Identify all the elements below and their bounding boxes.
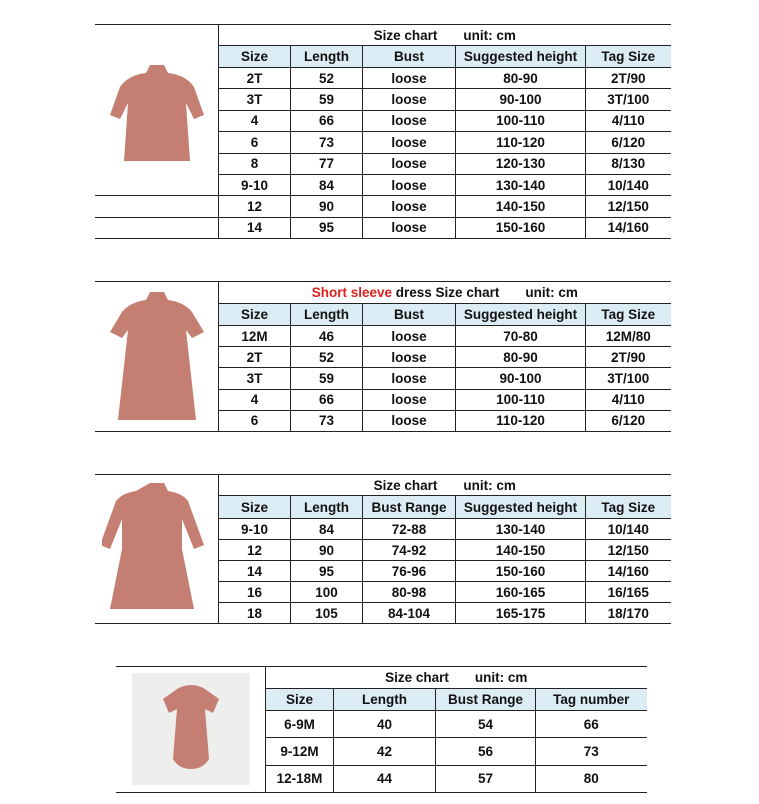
table-cell: 12M — [219, 326, 291, 347]
divider — [95, 281, 218, 282]
table-cell: 2T/90 — [586, 347, 671, 368]
table-row — [219, 519, 671, 540]
table-cell: 76-96 — [363, 561, 456, 582]
column-header: Suggested height — [456, 496, 586, 519]
table-cell: 12/150 — [586, 540, 671, 561]
chart-title-row — [219, 25, 671, 46]
column-header: Bust Range — [436, 689, 536, 711]
table-cell: loose — [363, 347, 456, 368]
table-cell: 14/160 — [586, 561, 671, 582]
table-cell: 4 — [219, 389, 291, 410]
table-cell: 70-80 — [456, 326, 586, 347]
table-cell: loose — [363, 368, 456, 389]
dress-product-image — [95, 281, 218, 431]
table-cell: 42 — [334, 738, 436, 765]
table-cell: 40 — [334, 711, 436, 738]
column-header: Tag Size — [586, 304, 671, 326]
divider — [95, 238, 218, 239]
column-header: Size — [266, 689, 334, 711]
table-cell: loose — [363, 110, 456, 131]
table-row — [219, 410, 671, 431]
table-cell: 9-10 — [219, 519, 291, 540]
table-cell: loose — [363, 153, 456, 174]
table-cell: 66 — [291, 389, 363, 410]
divider — [95, 217, 218, 218]
title-text: Size chart — [373, 477, 438, 493]
column-header: Length — [291, 46, 363, 68]
table-cell: 14 — [219, 217, 291, 238]
chart-title — [266, 667, 647, 689]
unit-label: unit: cm — [463, 27, 516, 43]
column-header: Length — [334, 689, 436, 711]
size-chart-table — [218, 281, 671, 432]
column-header: Size — [219, 46, 291, 68]
table-cell: 9-12M — [266, 738, 334, 765]
table-cell: 110-120 — [456, 410, 586, 431]
table-cell: loose — [363, 196, 456, 217]
divider — [116, 792, 265, 793]
table-cell: 90-100 — [456, 368, 586, 389]
table-row — [219, 132, 671, 153]
table-row — [266, 765, 647, 792]
table-row — [219, 368, 671, 389]
table-row — [266, 711, 647, 738]
table-cell: 84 — [291, 174, 363, 195]
title-text: dress Size chart — [395, 285, 500, 300]
table-cell: 66 — [536, 711, 647, 738]
table-cell: 95 — [291, 217, 363, 238]
table-cell: 6 — [219, 132, 291, 153]
table-row — [219, 540, 671, 561]
table-cell: 12M/80 — [586, 326, 671, 347]
size-chart-table — [218, 474, 671, 624]
table-cell: loose — [363, 174, 456, 195]
table-cell: 59 — [291, 368, 363, 389]
size-chart-table — [218, 24, 671, 239]
table-cell: 120-130 — [456, 153, 586, 174]
header-row — [219, 46, 671, 68]
table-row — [219, 582, 671, 603]
header-row — [266, 689, 647, 711]
table-cell: 160-165 — [456, 582, 586, 603]
table-cell: 77 — [291, 153, 363, 174]
table-cell: 6/120 — [586, 410, 671, 431]
table-row — [219, 347, 671, 368]
title-highlight: Short sleeve — [311, 285, 393, 300]
divider — [95, 24, 218, 25]
divider — [95, 431, 218, 432]
table-cell: 95 — [291, 561, 363, 582]
header-row — [219, 304, 671, 326]
table-cell: 16 — [219, 582, 291, 603]
table-row — [266, 738, 647, 765]
divider — [95, 195, 218, 196]
table-cell: 150-160 — [456, 561, 586, 582]
table-cell: 80 — [536, 765, 647, 792]
table-cell: 4 — [219, 110, 291, 131]
chart-title-row — [219, 282, 671, 304]
table-cell: 100-110 — [456, 110, 586, 131]
table-cell: 6-9M — [266, 711, 334, 738]
table-cell: loose — [363, 68, 456, 89]
header-row — [219, 496, 671, 519]
column-header: Size — [219, 496, 291, 519]
table-cell: 6/120 — [586, 132, 671, 153]
table-cell: 84-104 — [363, 603, 456, 624]
table-cell: 12 — [219, 196, 291, 217]
table-row — [219, 174, 671, 195]
table-cell: 8/130 — [586, 153, 671, 174]
table-cell: 73 — [291, 132, 363, 153]
dress-product-image — [95, 474, 218, 623]
table-cell: 3T/100 — [586, 89, 671, 110]
unit-label: unit: cm — [525, 285, 578, 300]
table-row — [219, 326, 671, 347]
table-cell: 2T — [219, 347, 291, 368]
table-row — [219, 153, 671, 174]
table-cell: 12/150 — [586, 196, 671, 217]
unit-label: unit: cm — [463, 477, 516, 493]
table-cell: 6 — [219, 410, 291, 431]
table-cell: 90 — [291, 540, 363, 561]
table-cell: 59 — [291, 89, 363, 110]
column-header: Bust — [363, 304, 456, 326]
table-row — [219, 110, 671, 131]
table-cell: 80-90 — [456, 68, 586, 89]
table-cell: 14 — [219, 561, 291, 582]
table-cell: loose — [363, 132, 456, 153]
title-text: Size chart — [385, 670, 449, 685]
table-cell: 9-10 — [219, 174, 291, 195]
table-cell: 14/160 — [586, 217, 671, 238]
table-cell: 46 — [291, 326, 363, 347]
table-cell: 105 — [291, 603, 363, 624]
table-cell: 8 — [219, 153, 291, 174]
table-row — [219, 196, 671, 217]
table-cell: 2T — [219, 68, 291, 89]
table-cell: 10/140 — [586, 519, 671, 540]
table-row — [219, 217, 671, 238]
table-row — [219, 603, 671, 624]
column-header: Length — [291, 496, 363, 519]
table-cell: 130-140 — [456, 519, 586, 540]
chart-title-row — [266, 667, 647, 689]
table-cell: 2T/90 — [586, 68, 671, 89]
table-cell: 165-175 — [456, 603, 586, 624]
column-header: Bust Range — [363, 496, 456, 519]
table-cell: 44 — [334, 765, 436, 792]
chart-title — [219, 25, 671, 46]
table-cell: 57 — [436, 765, 536, 792]
table-cell: 100 — [291, 582, 363, 603]
table-cell: 140-150 — [456, 540, 586, 561]
table-cell: 150-160 — [456, 217, 586, 238]
table-cell: 90 — [291, 196, 363, 217]
column-header: Suggested height — [456, 46, 586, 68]
table-cell: 3T — [219, 368, 291, 389]
table-row — [219, 89, 671, 110]
table-cell: 73 — [536, 738, 647, 765]
chart-title — [219, 475, 671, 496]
table-cell: 73 — [291, 410, 363, 431]
table-row — [219, 68, 671, 89]
column-header: Suggested height — [456, 304, 586, 326]
table-cell: 100-110 — [456, 389, 586, 410]
table-cell: loose — [363, 326, 456, 347]
table-cell: 4/110 — [586, 389, 671, 410]
table-cell: 12-18M — [266, 765, 334, 792]
table-cell: 3T — [219, 89, 291, 110]
table-row — [219, 561, 671, 582]
table-cell: 72-88 — [363, 519, 456, 540]
column-header: Length — [291, 304, 363, 326]
column-header: Tag Size — [586, 496, 671, 519]
table-cell: 18/170 — [586, 603, 671, 624]
table-cell: 80-98 — [363, 582, 456, 603]
table-cell: 3T/100 — [586, 368, 671, 389]
column-header: Tag number — [536, 689, 647, 711]
dress-product-image — [95, 24, 218, 195]
table-cell: 10/140 — [586, 174, 671, 195]
table-cell: loose — [363, 410, 456, 431]
divider — [95, 623, 218, 624]
table-cell: 16/165 — [586, 582, 671, 603]
divider — [116, 666, 265, 667]
table-cell: 56 — [436, 738, 536, 765]
table-cell: 130-140 — [456, 174, 586, 195]
table-cell: 4/110 — [586, 110, 671, 131]
table-cell: 52 — [291, 68, 363, 89]
table-cell: 54 — [436, 711, 536, 738]
table-cell: 18 — [219, 603, 291, 624]
chart-title — [219, 282, 671, 304]
title-text: Size chart — [373, 27, 438, 43]
table-cell: 66 — [291, 110, 363, 131]
column-header: Bust — [363, 46, 456, 68]
divider — [95, 474, 218, 475]
table-cell: 110-120 — [456, 132, 586, 153]
column-header: Tag Size — [586, 46, 671, 68]
table-cell: 74-92 — [363, 540, 456, 561]
size-chart-table — [265, 666, 647, 793]
unit-label: unit: cm — [474, 670, 528, 685]
table-cell: loose — [363, 217, 456, 238]
chart-title-row — [219, 475, 671, 496]
table-cell: 80-90 — [456, 347, 586, 368]
table-cell: 84 — [291, 519, 363, 540]
column-header: Size — [219, 304, 291, 326]
table-cell: loose — [363, 89, 456, 110]
table-cell: 90-100 — [456, 89, 586, 110]
table-row — [219, 389, 671, 410]
table-cell: 140-150 — [456, 196, 586, 217]
table-cell: 52 — [291, 347, 363, 368]
table-cell: 12 — [219, 540, 291, 561]
dress-product-image — [116, 666, 265, 792]
table-cell: loose — [363, 389, 456, 410]
